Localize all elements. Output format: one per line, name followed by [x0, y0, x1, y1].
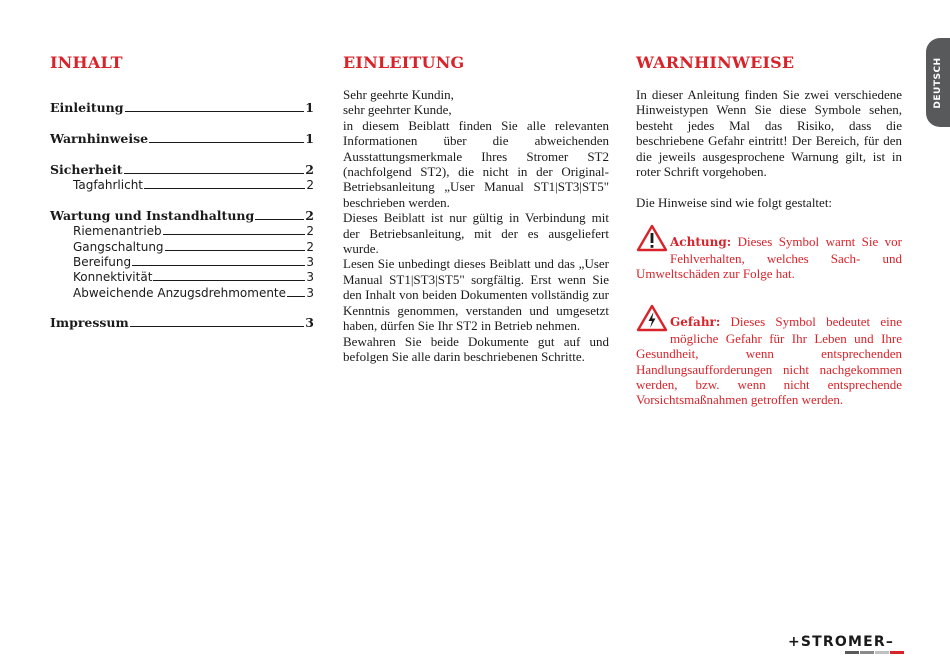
toc-entry[interactable] [50, 315, 314, 330]
toc-leader [132, 254, 305, 266]
logo-wordmark: +STROMER– [787, 634, 895, 650]
toc-entry-label: Wartung und Instandhaltung [50, 207, 255, 223]
toc-leader [149, 131, 304, 143]
toc-leader [163, 223, 306, 235]
language-tab-label: DEUTSCH [933, 56, 943, 109]
toc-leader [255, 208, 304, 220]
toc-entry-page: 3 [306, 270, 314, 285]
toc-subentry[interactable] [50, 177, 314, 192]
toc-entry-label: Bereifung [73, 254, 132, 269]
toc-entry-label: Warnhinweise [50, 130, 149, 146]
toc-leader [165, 239, 306, 251]
warnings-column [636, 50, 902, 408]
toc-subentry[interactable] [50, 239, 314, 254]
toc-entry-label: Konnektivität [73, 270, 153, 285]
toc-entry-label: Abweichende Anzugsdrehmomente [73, 285, 287, 300]
intro-paragraph: Lesen Sie unbedingt dieses Beiblatt und das „User Manual ST1|ST3|ST5" sorgfältig. Erst wenn Sie den Inhalt von beiden Dokumenten vollständig zur Kenntnis genommen, verstanden und umgesetzt haben, dürfen Sie Ihr ST2 in Betrieb nehmen. [343, 256, 609, 334]
toc-entry-label: Einleitung [50, 100, 124, 115]
toc-entry-label: Impressum [50, 315, 129, 331]
toc-entry-page: 1 [305, 130, 314, 146]
logo-bar [875, 651, 889, 654]
logo-bar [860, 651, 874, 654]
toc-entry-label: Tagfahrlicht [73, 177, 144, 192]
toc-entry-page: 2 [306, 177, 314, 192]
toc-leader [153, 269, 305, 281]
toc-entry-page: 1 [305, 100, 314, 115]
toc-leader [287, 285, 305, 297]
toc-leader [125, 100, 305, 112]
toc-entry[interactable] [50, 100, 314, 115]
warnings-format-line: Die Hinweise sind wie folgt gestaltet: [636, 194, 833, 210]
exclamation-warning-icon [636, 224, 668, 252]
logo-bar [890, 651, 904, 654]
toc-entry-label: Gangschaltung [73, 239, 164, 254]
toc-leader [130, 315, 305, 327]
intro-paragraph: Dieses Beiblatt ist nur gültig in Verbindung mit der Betriebsanleitung, mit der es ausgeliefert wurde. [343, 210, 609, 257]
toc-leader [124, 162, 305, 174]
toc-entry-page: 3 [306, 285, 314, 300]
warnings-text [636, 87, 902, 210]
salutation-line: Sehr geehrte Kundin, [343, 87, 454, 102]
language-tab[interactable] [926, 38, 950, 127]
toc-entry[interactable] [50, 208, 314, 223]
intro-column [343, 50, 609, 364]
toc-subentry[interactable] [50, 269, 314, 284]
toc-subentry[interactable] [50, 223, 314, 238]
intro-paragraph: in diesem Beiblatt finden Sie alle relevanten Informationen über die abweichenden Ausstattungsmerkmale Ihres Stromer ST2 (nachfolgend ST2), die nicht in der Original-Betriebsanleitung „User Manual ST1|ST3|ST5" beschrieben werden. [343, 117, 609, 210]
toc-entry-page: 2 [306, 224, 314, 239]
toc-entry-page: 3 [306, 254, 314, 269]
toc-entry-page: 2 [306, 239, 314, 254]
toc-entry-page: 2 [305, 207, 314, 223]
danger-notice [636, 304, 902, 407]
intro-paragraph: Bewahren Sie beide Dokumente gut auf und befolgen Sie alle darin beschriebenen Schritte. [343, 333, 609, 364]
danger-keyword: Gefahr: [670, 315, 721, 330]
salutation-line: sehr geehrter Kunde, [343, 102, 452, 118]
logo-color-bars [845, 651, 904, 654]
intro-text [343, 87, 609, 364]
logo-bar [845, 651, 859, 654]
caution-keyword: Achtung: [670, 235, 732, 250]
toc-list [50, 100, 314, 331]
caution-notice [636, 224, 902, 281]
toc-entry-page: 2 [305, 161, 314, 177]
caution-text: Dieses Symbol warnt Sie vor Fehlverhalten, welches Sach- und Umweltschäden zur Folge hat. [636, 234, 902, 282]
intro-heading: EINLEITUNG [343, 53, 465, 72]
warnings-intro: In dieser Anleitung finden Sie zwei verschiedene Hinweistypen Wenn Sie diese Symbole sehen, besteht jedes Mal das Risiko, dass die beschriebene Gefahr eintritt! Der Bereich, für den die jeweils ausgesprochene Warnung gilt, ist in roter Schrift vorgehoben. [636, 87, 902, 180]
toc-column [50, 50, 314, 331]
toc-subentry[interactable] [50, 285, 314, 300]
toc-entry-page: 3 [305, 315, 314, 331]
toc-heading: INHALT [50, 53, 123, 72]
warnings-heading: WARNHINWEISE [636, 53, 795, 72]
toc-subentry[interactable] [50, 254, 314, 269]
toc-entry-label: Sicherheit [50, 161, 123, 177]
electric-hazard-icon [636, 304, 668, 332]
toc-entry[interactable] [50, 162, 314, 177]
toc-entry[interactable] [50, 131, 314, 146]
toc-leader [144, 177, 305, 189]
toc-entry-label: Riemenantrieb [73, 224, 162, 239]
stromer-logo [779, 634, 903, 656]
danger-text: Dieses Symbol bedeutet eine mögliche Gefahr für Ihr Leben und Ihre Gesundheit, wenn entsprechenden Handlungsaufforderungen nicht nachgekommen werden, bzw. wenn nicht entsprechende Vorsichtsmaßnahmen getroffen werden. [636, 314, 902, 408]
